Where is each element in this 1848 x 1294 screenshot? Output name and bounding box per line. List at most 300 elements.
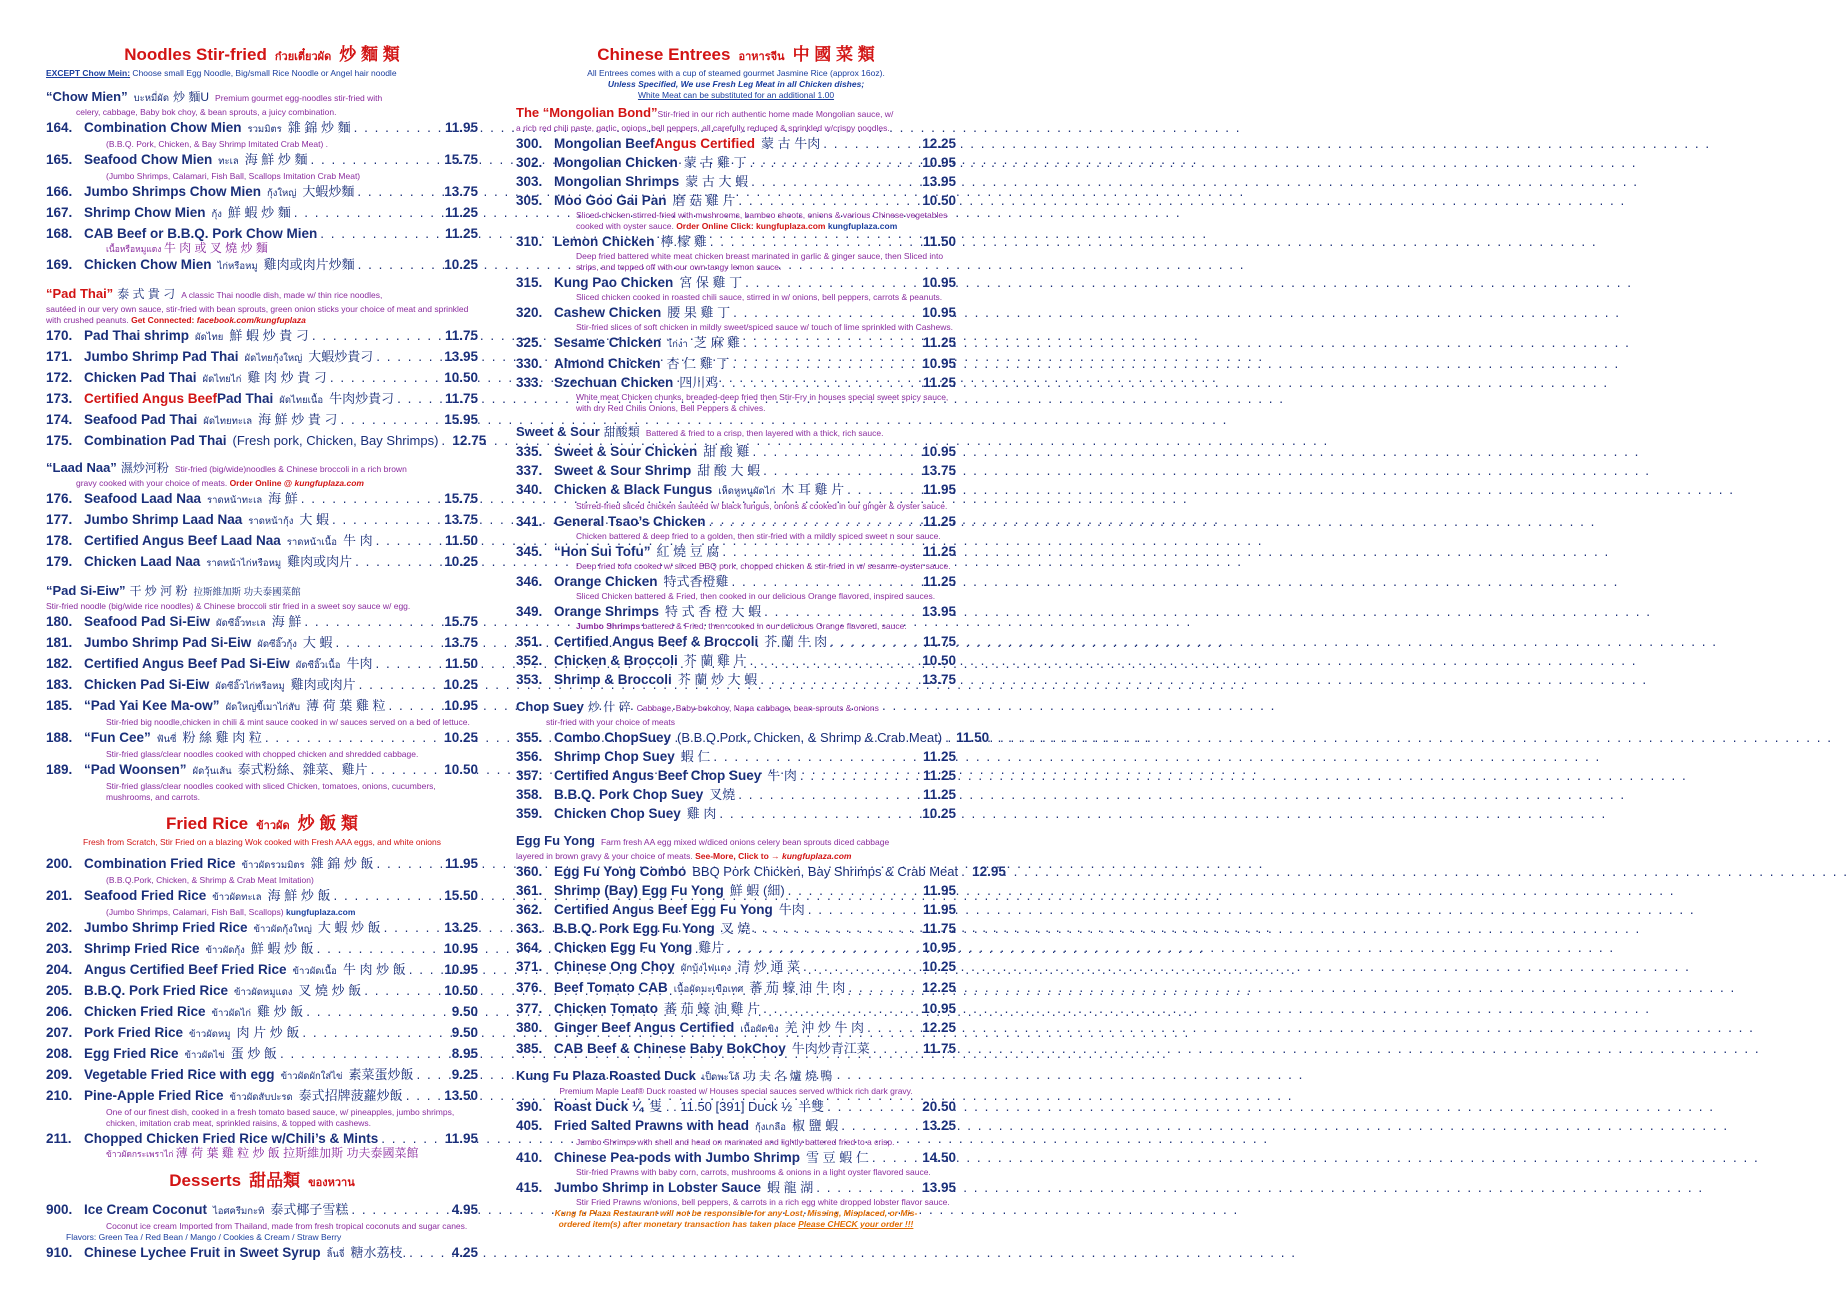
item-thai: ไก่หรือหมู	[217, 261, 258, 272]
item-chinese: 素菜蛋炒飯	[348, 1067, 414, 1082]
item-name: Almond Chicken	[554, 356, 661, 371]
item-price: 10.95	[922, 444, 956, 459]
item-name: Shrimp (Bay) Egg Fu Yong	[554, 883, 724, 898]
item-description	[516, 621, 956, 632]
item-description	[46, 243, 478, 255]
menu-item[interactable]	[516, 172, 956, 191]
item-chinese: 海 鮮	[271, 614, 302, 629]
item-name: Egg Fried Rice	[84, 1046, 179, 1061]
item-name: Orange Shrimps	[554, 604, 660, 619]
menu-item[interactable]	[46, 150, 478, 171]
item-leader-dots	[359, 675, 442, 694]
item-leader-dots	[330, 368, 441, 387]
sub-link-label[interactable]: Order Online Click:	[676, 221, 754, 231]
item-price: 13.95	[922, 174, 956, 189]
menu-item[interactable]	[46, 1023, 478, 1044]
menu-item[interactable]	[46, 510, 478, 531]
item-name: Pork Fried Rice	[84, 1025, 184, 1040]
item-name: Combination Pad Thai	[84, 433, 227, 448]
item-description	[46, 1148, 478, 1160]
menu-item[interactable]	[46, 728, 478, 749]
menu-item[interactable]	[516, 1116, 956, 1137]
item-leader-dots	[873, 1039, 920, 1058]
category-description-2	[46, 304, 478, 326]
menu-item[interactable]	[46, 347, 478, 368]
item-leader-dots	[709, 512, 920, 531]
item-number: 169.	[46, 257, 73, 272]
item-thai: ข้าวผัดไข่	[184, 1050, 225, 1061]
item-price: 11.50	[956, 730, 990, 745]
menu-item[interactable]	[516, 1148, 956, 1167]
item-chinese: (Fresh pork, Chicken, Bay Shrimps)	[232, 433, 439, 448]
item-leader-dots	[830, 632, 920, 651]
item-description	[516, 561, 956, 572]
item-price: 10.50	[922, 653, 956, 668]
section-title-text: Desserts	[169, 1171, 242, 1190]
menu-item[interactable]	[516, 480, 956, 501]
item-description	[46, 139, 478, 150]
item-leader-dots	[760, 670, 919, 689]
item-price: 10.50	[444, 370, 478, 385]
item-number: 303.	[516, 174, 543, 189]
item-number: 179.	[46, 554, 73, 569]
menu-item[interactable]	[46, 1200, 478, 1221]
item-leader-dots	[332, 510, 441, 529]
item-price: 12.25	[922, 1020, 956, 1035]
item-name: Combo ChopSuey	[554, 730, 671, 745]
item-price: 11.95	[922, 883, 956, 898]
item-leader-dots	[733, 303, 919, 322]
item-price: 4.25	[451, 1245, 478, 1260]
item-description	[46, 1221, 478, 1232]
item-number: 172.	[46, 370, 73, 385]
item-price: 13.75	[444, 635, 478, 650]
item-price: 11.95	[922, 902, 956, 917]
item-thai: ข้าวผัดสับปะรด	[229, 1092, 293, 1103]
menu-item[interactable]	[46, 918, 478, 939]
menu-item[interactable]	[516, 373, 956, 392]
menu-item[interactable]	[46, 633, 478, 654]
item-leader-dots	[409, 1243, 449, 1262]
link-label[interactable]: Order Online @	[229, 478, 293, 488]
item-thai: ผัดใหญ่ขี้เมาไก่สับ	[225, 702, 300, 713]
item-number: 341.	[516, 514, 543, 529]
item-description	[516, 1197, 956, 1208]
category-chinese: 炒 麵U	[173, 90, 210, 104]
menu-item[interactable]	[516, 1018, 956, 1039]
item-number: 173.	[46, 391, 73, 406]
item-price: 11.25	[922, 768, 956, 783]
item-price: 13.75	[922, 463, 956, 478]
menu-item[interactable]	[46, 118, 478, 139]
note-text: Choose small Egg Noodle, Big/small Rice Noodle or Angel hair noodle	[130, 68, 397, 78]
spacer	[46, 79, 478, 85]
item-sub-chinese: 薄 荷 葉 雞 粒 炒 飯 拉斯維加斯 功夫泰國菜館	[175, 1146, 419, 1160]
item-leader-dots	[808, 900, 920, 919]
item-thai: ราดหน้าทะเล	[207, 495, 263, 506]
item-price: 10.95	[922, 356, 956, 371]
section-title	[46, 1170, 478, 1194]
item-thai: ข้าวผัดทะเล	[212, 892, 262, 903]
item-price: 11.50	[444, 656, 478, 671]
item-name: Chicken Tomato	[554, 1001, 659, 1016]
item-number: 209.	[46, 1067, 73, 1082]
item-name: Seafood Laad Naa	[84, 491, 202, 506]
menu-item[interactable]	[46, 675, 478, 696]
item-chinese: BBQ Pork Chicken, Bay Shrimps & Crab Meat	[692, 864, 959, 879]
right-column	[516, 44, 1006, 1230]
section-note: White Meat can be substituted for an additional 1.00	[637, 90, 835, 100]
item-price: 11.75	[444, 328, 478, 343]
item-price: 11.75	[922, 634, 956, 649]
menu-item[interactable]	[46, 886, 478, 907]
item-name: Mongolian Beef	[554, 136, 655, 151]
item-name: Chicken Pad Thai	[84, 370, 197, 385]
menu-item[interactable]	[46, 1243, 478, 1264]
item-name: Certified Angus Beef & Broccoli	[554, 634, 759, 649]
item-leader-dots	[333, 886, 441, 905]
item-name: Chopped Chicken Fried Rice w/Chili’s & Mints	[84, 1131, 379, 1146]
item-number: 363.	[516, 921, 543, 936]
category-description: Premium Maple Leaf® Duck roasted w/ Houses special sauces served w/thick rich dark gravy.	[559, 1086, 913, 1096]
menu-item[interactable]	[46, 326, 478, 347]
category-thai: บะหมี่ผัด	[133, 93, 170, 104]
menu-item[interactable]	[516, 785, 956, 804]
menu-item[interactable]	[46, 1065, 478, 1086]
item-leader-dots	[355, 552, 441, 571]
link-label[interactable]: Get Connected:	[131, 315, 195, 325]
section-title	[516, 44, 956, 68]
disclaimer-2	[516, 1219, 956, 1230]
item-leader-dots	[732, 354, 919, 373]
menu-item[interactable]	[516, 728, 990, 747]
menu-item[interactable]	[516, 542, 956, 561]
item-leader-dots	[357, 182, 441, 201]
item-sub-text: Stir Fried Prawns w/onions, bell peppers, & carrots in a rich egg white dropped lobster flavor sauce.	[576, 1197, 950, 1207]
link-label[interactable]: See-More, Click to →	[695, 851, 780, 861]
item-number: 168.	[46, 226, 73, 241]
item-chinese: 粉 絲 雞 肉 粒	[182, 730, 262, 745]
category-description-2: a rich red chili paste, garlic, onions, bell peppers, all carefully reduced & sprinkled w/crispy noodles.	[516, 123, 890, 133]
item-name: Sesame Chicken	[554, 335, 662, 350]
category-header	[46, 582, 478, 601]
menu-item[interactable]	[46, 1002, 478, 1023]
item-description	[46, 717, 478, 728]
item-name: Chicken Fried Rice	[84, 1004, 206, 1019]
item-thai: กุ้งใหญ่	[267, 188, 297, 199]
item-leader-dots	[872, 1148, 919, 1167]
item-number: 204.	[46, 962, 73, 977]
item-name: Sweet & Sour Chicken	[554, 444, 698, 459]
menu-item[interactable]	[516, 1178, 956, 1197]
item-price: 10.25	[444, 730, 478, 745]
category-header	[516, 698, 956, 717]
spacer	[46, 276, 478, 282]
item-number: 188.	[46, 730, 73, 745]
menu-item[interactable]	[46, 654, 478, 675]
item-sub-text: Stir-fried glass/clear noodles cooked with sliced Chicken, tomatoes, onions, cucumbers, mushrooms, and carrots.	[106, 781, 436, 802]
sub-link[interactable]: kungfuplaza.com	[827, 221, 898, 231]
item-leader-dots	[371, 760, 442, 779]
menu-item[interactable]	[516, 232, 956, 251]
item-description	[516, 531, 956, 542]
menu-item[interactable]	[516, 191, 956, 210]
menu-item[interactable]	[46, 410, 478, 431]
item-chinese: 鮮 蝦 炒 麵	[227, 205, 291, 220]
item-leader-dots	[827, 1097, 919, 1116]
item-number: 410.	[516, 1150, 543, 1165]
item-name: Mongolian Chicken	[554, 155, 678, 170]
item-number: 167.	[46, 205, 73, 220]
item-chinese: 叉 燒 炒 飯	[298, 983, 362, 998]
item-leader-dots	[417, 1065, 449, 1084]
item-number: 189.	[46, 762, 73, 777]
menu-item[interactable]	[516, 303, 956, 322]
item-thai: ผัดไทยกุ้งใหญ่	[244, 353, 303, 364]
menu-item[interactable]	[46, 368, 478, 389]
item-price: 11.25	[444, 205, 478, 220]
item-thai: ผักบุ้งไฟแดง	[680, 963, 732, 974]
item-thai: ราดหน้ากุ้ง	[248, 516, 294, 527]
desc-text: stir-fried with your choice of meats	[546, 717, 675, 727]
item-leader-dots	[800, 766, 920, 785]
item-name: Chinese Lychee Fruit in Sweet Syrup	[84, 1245, 321, 1260]
item-thai: ผัดซีอิ๊วเนื้อ	[295, 660, 341, 671]
item-chinese: 羌 沖 炒 牛 肉	[784, 1020, 865, 1035]
item-name: Chicken Chow Mien	[84, 257, 212, 272]
item-chinese: 宮 保 雞 丁	[679, 275, 743, 290]
item-name: “Fun Cee”	[84, 730, 151, 745]
menu-item[interactable]	[516, 512, 956, 531]
item-number: 185.	[46, 698, 73, 713]
item-chinese: 雞 肉	[686, 806, 717, 821]
item-number: 346.	[516, 574, 543, 589]
item-number: 364.	[516, 940, 543, 955]
section-title-thai: อาหารจีน	[738, 51, 785, 63]
menu-item[interactable]	[516, 1039, 956, 1058]
item-leader-dots	[738, 191, 919, 210]
link-text[interactable]: facebook.com/kungfuplaza	[196, 315, 306, 325]
item-leader-dots	[397, 389, 442, 408]
menu-item[interactable]	[516, 333, 956, 354]
item-leader-dots	[750, 153, 920, 172]
menu-item[interactable]	[516, 1097, 956, 1116]
item-price: 10.95	[922, 940, 956, 955]
category-description: A classic Thai noodle dish, made w/ thin rice noodles,	[181, 290, 383, 300]
item-number: 335.	[516, 444, 543, 459]
item-sub-text: Stir-fried slices of soft chicken in mildly sweet/spiced sauce w/ touch of lime sprinkled with Cashews.	[576, 322, 953, 332]
item-price: 11.95	[444, 120, 478, 135]
item-name: Cashew Chicken	[554, 305, 662, 320]
item-description	[516, 1167, 956, 1178]
item-chinese: 蒙 古 大 蝦	[685, 174, 749, 189]
item-leader-dots	[311, 150, 442, 169]
item-number: 305.	[516, 193, 543, 208]
menu-item[interactable]	[46, 389, 478, 410]
menu-item[interactable]	[516, 862, 1006, 881]
item-number: 201.	[46, 888, 73, 903]
item-leader-dots	[713, 747, 920, 766]
item-chinese: 糖水荔枝.	[350, 1245, 407, 1260]
menu-item[interactable]	[516, 273, 956, 292]
item-chinese: 牛肉	[346, 656, 373, 671]
item-number: 183.	[46, 677, 73, 692]
item-leader-dots	[280, 1044, 449, 1063]
item-name: Angus Certified Beef Fried Rice	[84, 962, 287, 977]
item-number: 315.	[516, 275, 543, 290]
menu-item[interactable]	[516, 670, 956, 689]
item-chinese: 大蝦炒貴刁	[308, 349, 374, 364]
item-chinese: 甜 酸 大 蝦	[697, 463, 761, 478]
item-leader-dots	[364, 981, 441, 1000]
menu-item[interactable]	[516, 957, 956, 978]
menu-item[interactable]	[46, 489, 478, 510]
link-text[interactable]: kungfuplaza.com	[782, 851, 852, 861]
item-description	[46, 781, 478, 803]
item-leader-dots	[302, 1023, 448, 1042]
item-price: 11.75	[922, 921, 956, 936]
menu-item[interactable]	[516, 153, 956, 172]
item-thai: รวมมิตร	[247, 124, 282, 135]
item-price: 13.95	[922, 1180, 956, 1195]
item-number: 181.	[46, 635, 73, 650]
menu-item[interactable]	[46, 1086, 478, 1107]
item-price: 10.95	[922, 305, 956, 320]
item-sub-text: battered & Fried, then cooked in our delicious Orange flavored, sauce.	[640, 621, 907, 631]
menu-item[interactable]	[516, 804, 956, 823]
menu-item[interactable]	[516, 999, 956, 1018]
menu-item[interactable]	[516, 461, 956, 480]
item-chinese: 檸.檬 雞	[660, 234, 707, 249]
item-price: 12.25	[922, 980, 956, 995]
menu-item[interactable]	[46, 760, 478, 781]
item-number: 174.	[46, 412, 73, 427]
menu-item[interactable]	[46, 431, 487, 450]
menu-item[interactable]	[516, 900, 956, 919]
item-name: CAB Beef or B.B.Q. Pork Chow Mien	[84, 226, 318, 241]
item-thai: ข้าวผัดหมูแดง	[234, 987, 293, 998]
item-name: Seafood Pad Si-Eiw	[84, 614, 211, 629]
sub-link[interactable]: kungfuplaza.com	[756, 221, 826, 231]
item-name-2: Pad Thai	[217, 391, 274, 406]
item-name: Moo Goo Gai Pan	[554, 193, 667, 208]
item-description	[46, 907, 478, 918]
item-number: 203.	[46, 941, 73, 956]
item-price: 14.50	[922, 1150, 956, 1165]
item-leader-dots	[847, 480, 920, 499]
item-sub-text: Stirred-fried sliced chicken sautéed w/ black fungus, onions & cooked in our ginger & oyster sauce.	[576, 501, 948, 511]
item-chinese: 蕃 茄 蠔 油 雞 片	[664, 1001, 761, 1016]
item-leader-dots	[320, 224, 442, 243]
item-leader-dots	[384, 918, 442, 937]
sub-link[interactable]: kungfuplaza.com	[285, 907, 356, 917]
item-chinese: 海 鮮 炒 貴 刁	[258, 412, 338, 427]
menu-item[interactable]	[46, 552, 478, 573]
check-order-link[interactable]: Please CHECK your order !!!	[798, 1219, 914, 1229]
menu-item[interactable]	[46, 1044, 478, 1065]
item-sub-text: Stir-fried glass/clear noodles cooked with chopped chicken and shredded cabbage.	[106, 749, 419, 759]
desc-text: celery, cabbage, Baby bok choy, & bean sprouts, a juicy combination.	[76, 107, 337, 117]
item-description	[46, 749, 478, 760]
menu-item[interactable]	[46, 531, 478, 552]
section-title-thai: ของหวาน	[308, 1177, 355, 1189]
menu-item[interactable]	[516, 354, 956, 373]
menu-item[interactable]	[516, 766, 956, 785]
item-price: 13.95	[444, 349, 478, 364]
link-text[interactable]: kungfuplaza.com	[294, 478, 364, 488]
menu-item[interactable]	[46, 960, 478, 981]
item-name: Chicken Pad Si-Eiw	[84, 677, 210, 692]
menu-item[interactable]	[516, 442, 956, 461]
menu-item[interactable]	[46, 255, 478, 276]
item-sub-text: Coconut ice cream Imported from Thailand, made from fresh tropical coconuts and sugar canes.	[106, 1221, 468, 1231]
item-chinese: 芥 蘭 雞 片	[683, 653, 747, 668]
menu-item[interactable]	[516, 602, 956, 621]
menu-item[interactable]	[516, 572, 956, 591]
menu-item[interactable]	[516, 632, 956, 651]
menu-item[interactable]	[46, 612, 478, 633]
menu-item[interactable]	[516, 134, 956, 153]
item-thai: ฟันซี่	[156, 734, 177, 745]
category-description: Cabbage, Baby-bokchoy, Napa cabbage, bean-sprouts & onions	[636, 703, 879, 713]
item-chinese: 蕃 茄 蠔 油 牛 肉	[749, 980, 846, 995]
menu-item[interactable]	[46, 696, 478, 717]
category-header	[516, 423, 956, 442]
item-thai: ข้าวผัดกุ้ง	[205, 945, 245, 956]
item-thai: ข้าวผัดรวมมิตร	[241, 860, 305, 871]
item-name: Seafood Fried Rice	[84, 888, 207, 903]
item-sub-text: Stir-fried Prawns with baby corn, carrots, mushrooms & onions in a light oyster flavored sauce.	[576, 1167, 931, 1177]
item-leader-dots	[753, 442, 920, 461]
item-description	[516, 210, 956, 232]
item-number: 166.	[46, 184, 73, 199]
item-name: Jumbo Shrimp Pad Thai	[84, 349, 239, 364]
item-leader-dots	[745, 273, 919, 292]
item-number: 211.	[46, 1131, 72, 1146]
category-header	[46, 285, 478, 304]
item-name: “Hon Sui Tofu”	[554, 544, 651, 559]
item-number: 206.	[46, 1004, 73, 1019]
item-price: 10.95	[922, 275, 956, 290]
category-description: Premium gourmet egg-noodles stir-fried with	[215, 93, 383, 103]
menu-item[interactable]	[46, 854, 478, 875]
item-sub-text: Deep fried tofu cooked w/ sliced BBQ pork, chopped chicken & stir-fried in w/ sesame-oyster sauce.	[576, 561, 951, 571]
menu-item[interactable]	[46, 939, 478, 960]
menu-item[interactable]	[516, 938, 956, 957]
menu-item[interactable]	[46, 981, 478, 1002]
item-price: 11.25	[922, 787, 956, 802]
menu-item[interactable]	[516, 651, 956, 670]
category-name: “Chow Mien”	[46, 89, 128, 104]
menu-item[interactable]	[516, 881, 956, 900]
menu-item[interactable]	[516, 978, 956, 999]
menu-item[interactable]	[516, 747, 956, 766]
item-chinese: 牛 肉	[767, 768, 797, 783]
item-price: 10.50	[922, 193, 956, 208]
item-leader-dots	[732, 572, 920, 591]
item-name: B.B.Q. Pork Fried Rice	[84, 983, 229, 998]
item-chinese: 芥 蘭 牛 肉	[764, 634, 828, 649]
item-leader-dots	[841, 1116, 919, 1135]
item-price: 9.50	[451, 1004, 478, 1019]
category-description: Stir-fried in our rich authentic home made Mongolian sauce, w/	[657, 109, 894, 119]
item-price: 15.50	[444, 888, 478, 903]
menu-item[interactable]	[46, 182, 478, 203]
menu-item[interactable]	[46, 203, 478, 224]
item-number: 202.	[46, 920, 73, 935]
menu-item[interactable]	[516, 919, 956, 938]
item-number: 385.	[516, 1041, 543, 1056]
